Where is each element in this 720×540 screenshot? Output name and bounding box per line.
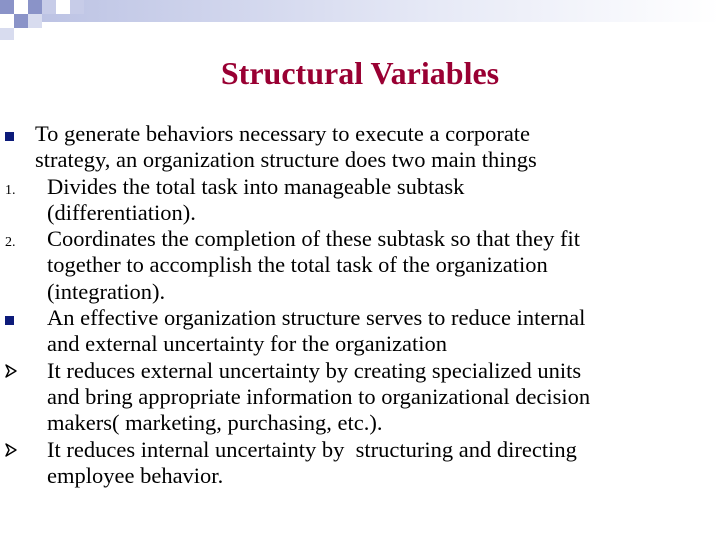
list-item-line: (differentiation). bbox=[47, 199, 196, 225]
list-item-text bbox=[47, 305, 720, 358]
square-bullet-icon bbox=[5, 316, 14, 325]
slide-body bbox=[0, 121, 720, 489]
list-item-text bbox=[47, 174, 720, 227]
list-item-line: employee behavior. bbox=[47, 462, 224, 488]
list-item-text bbox=[35, 121, 720, 174]
list-item-line: It reduces internal uncertainty by structuring and directing bbox=[47, 436, 577, 462]
arrow-bullet-icon bbox=[5, 443, 17, 457]
list-item bbox=[0, 121, 720, 174]
arrow-bullet-icon bbox=[5, 364, 17, 378]
square-bullet-icon bbox=[5, 305, 41, 331]
list-item-line: and external uncertainty for the organization bbox=[47, 331, 448, 357]
list-item-text bbox=[47, 437, 720, 490]
list-item-line: strategy, an organization structure does two main things bbox=[35, 147, 537, 173]
square-bullet-icon bbox=[5, 132, 14, 141]
list-item-line: An effective organization structure serves to reduce internal bbox=[47, 305, 586, 331]
list-number-label: 1. bbox=[5, 182, 16, 198]
list-item bbox=[0, 174, 720, 227]
list-item-line: Divides the total task into manageable subtask bbox=[47, 173, 465, 199]
list-number-label: 2. bbox=[5, 235, 16, 251]
list-item-line: (integration). bbox=[47, 278, 166, 304]
list-item-text bbox=[47, 226, 720, 305]
list-item-line: makers( marketing, purchasing, etc.). bbox=[47, 410, 383, 436]
square-bullet-icon bbox=[5, 121, 41, 147]
slide-title: Structural Variables bbox=[220, 55, 500, 91]
list-number bbox=[5, 174, 41, 204]
arrow-bullet-icon bbox=[5, 358, 41, 384]
list-item-text bbox=[47, 358, 720, 437]
list-item-line: Coordinates the completion of these subtask so that they fit bbox=[47, 226, 581, 252]
list-item-line: To generate behaviors necessary to execute a corporate bbox=[35, 121, 531, 146]
arrow-bullet-icon bbox=[5, 437, 41, 463]
list-number bbox=[5, 226, 41, 256]
list-item-line: together to accomplish the total task of the organization bbox=[47, 252, 548, 278]
list-item bbox=[0, 437, 720, 490]
corner-decoration bbox=[0, 0, 720, 40]
list-item-line: It reduces external uncertainty by creating specialized units bbox=[47, 357, 582, 383]
list-item bbox=[0, 305, 720, 358]
list-item bbox=[0, 226, 720, 305]
list-item-line: and bring appropriate information to organizational decision bbox=[47, 383, 591, 409]
list-item bbox=[0, 358, 720, 437]
